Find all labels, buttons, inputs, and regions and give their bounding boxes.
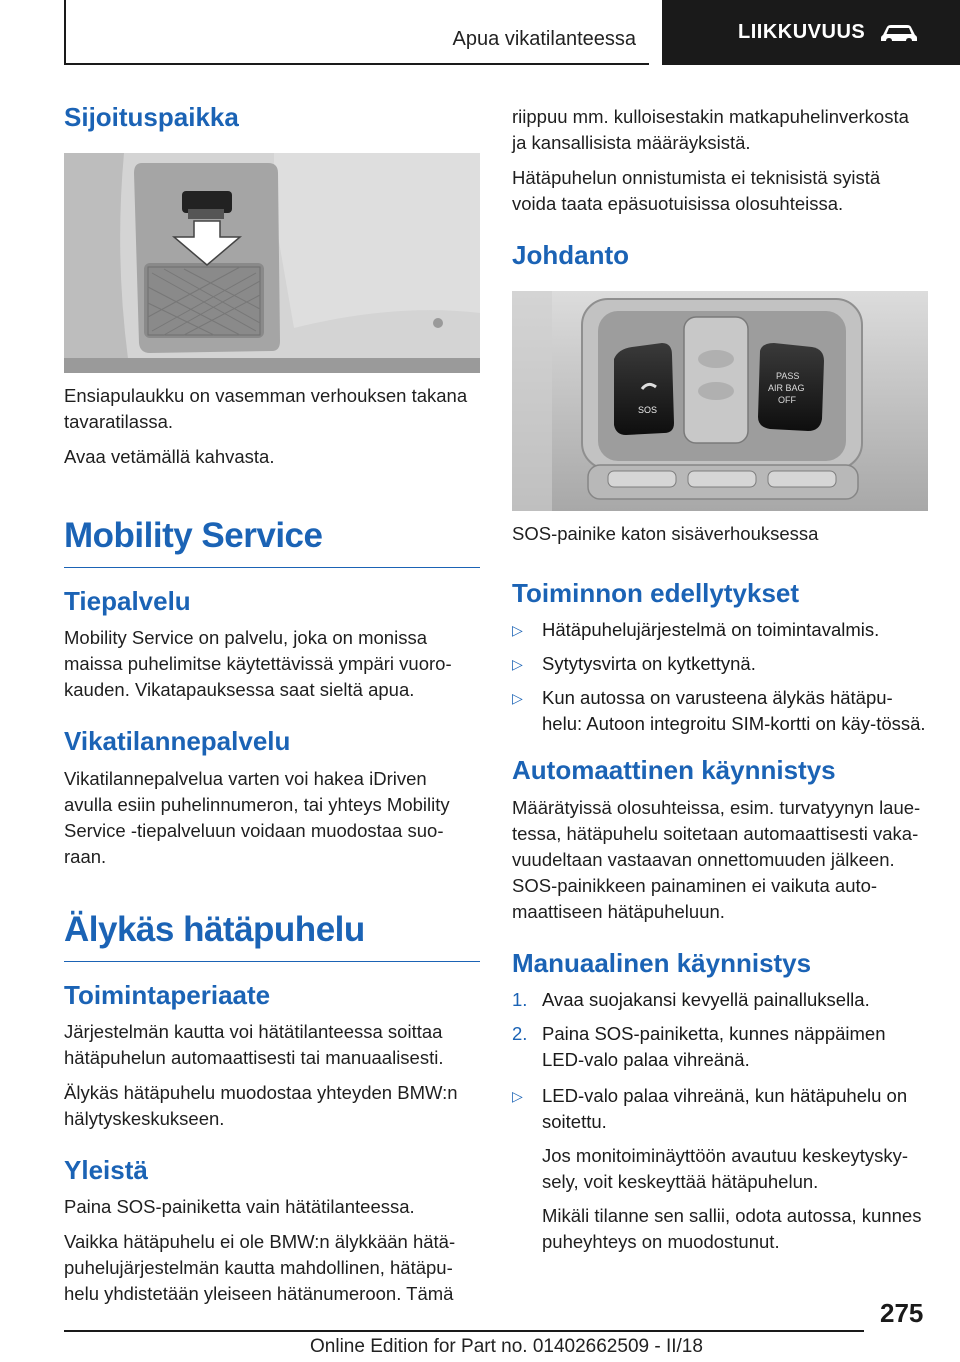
off-label: OFF <box>778 395 796 406</box>
footer-rule <box>64 1330 864 1332</box>
list-item: ▷ LED-valo palaa vihreänä, kun hätäpuhelu on soitettu. <box>512 1084 908 1132</box>
list-item: ▷ Kun autossa on varusteena älykäs hätäpu-helu: Autoon integroitu SIM-kortti on käy-tössä. <box>512 687 926 735</box>
header-section-title: Apua vikatilanteessa <box>452 28 636 50</box>
paragraph-vikatilannepalvelu: Vikatilannepalvelua varten voi hakea iDriven avulla esiin puhelinnumeron, tai yhteys Mobility Service -tiepalveluun voidaan muodostaa suo-raan. <box>64 767 450 867</box>
header-rule-bottom <box>64 63 649 65</box>
triangle-bullet-icon: ▷ <box>512 656 523 673</box>
list-item: 2. Paina SOS-painiketta, kunnes näppäimen LED-valo palaa vihreänä. <box>512 1022 886 1070</box>
header-rule-left <box>64 0 66 64</box>
footer-edition <box>310 1336 703 1358</box>
heading-johdanto: Johdanto <box>512 240 629 270</box>
paragraph-automatic-call: Määrätyissä olosuhteissa, esim. turvatyynyn laue-tessa, hätäpuhelu soitetaan automaattisesti vaka-vuudeltaan vastaavan onnettomuuden jälkeen. SOS-painikkeen painaminen ei vaikuta auto-maattiseen hätäpuheluun. <box>512 796 921 922</box>
list-item: 1. Avaa suojakansi kevyellä painalluksella. <box>512 988 870 1010</box>
paragraph-sos-only-emergency: Paina SOS-painiketta vain hätätilanteessa. <box>64 1195 415 1217</box>
paragraph-pull-handle: Avaa vetämällä kahvasta. <box>64 446 275 468</box>
heading-automaattinen-kaynnistys: Automaattinen käynnistys <box>512 755 836 786</box>
right-column <box>512 96 928 1263</box>
list-item: ▷ Hätäpuhelujärjestelmä on toimintavalmis. <box>512 617 928 643</box>
triangle-bullet-icon: ▷ <box>512 1087 523 1104</box>
triangle-bullet-icon: ▷ <box>512 690 523 707</box>
airbag-label: AIR BAG <box>768 383 805 394</box>
heading-vikatilannepalvelu: Vikatilannepalvelu <box>64 726 291 757</box>
header-chapter-tab[interactable] <box>662 0 960 65</box>
heading-alykas-hatapuhelu: Älykäs hätäpuhelu <box>64 909 480 962</box>
heading-toimintaperiaate: Toimintaperiaate <box>64 979 271 1010</box>
paragraph-toimintaperiaate: Järjestelmän kautta voi hätätilanteessa soittaa hätäpuhelun automaattisesti tai manuaalisesti. <box>64 1020 444 1068</box>
heading-toiminnon-edellytykset: Toiminnon edellytykset <box>512 578 800 609</box>
requirements-list <box>512 617 928 737</box>
left-column <box>64 96 480 1316</box>
paragraph-bmw-alarm-center: Älykäs hätäpuhelu muodostaa yhteyden BMW:n hälytyskeskukseen. <box>64 1081 458 1129</box>
heading-mobility-service: Mobility Service <box>64 515 480 568</box>
pass-label: PASS <box>776 371 800 382</box>
paragraph-cancel-call: Jos monitoiminäyttöön avautuu keskeytysky-sely, voit keskeyttää hätäpuhelun. <box>542 1144 909 1192</box>
heading-tiepalvelu: Tiepalvelu <box>64 586 191 617</box>
paragraph-kit-location: Ensiapulaukku on vasemman verhouksen takana tavaratilassa. <box>64 385 468 433</box>
caption-sos-button: SOS-painike katon sisäverhouksessa <box>512 523 819 545</box>
page-number: 275 <box>880 1298 924 1328</box>
heading-yleista: Yleistä <box>64 1154 148 1185</box>
first-aid-kit-location-illustration <box>64 153 480 373</box>
list-item: ▷ Sytytysvirta on kytkettynä. <box>512 651 928 677</box>
paragraph-public-emergency-number: Vaikka hätäpuhelu ei ole BMW:n älykkään hätä-puhelujärjestelmän kautta mahdollinen, hätäpu-helu yhdistetään yleiseen hätänumeroon. Tämä <box>64 1230 456 1304</box>
heading-manuaalinen-kaynnistys: Manuaalinen käynnistys <box>512 947 812 978</box>
manual-steps-list <box>512 987 928 1073</box>
sos-button-illustration <box>512 291 928 511</box>
sos-label: SOS <box>638 405 658 416</box>
chapter-label: LIIKKUVUUS <box>738 21 866 43</box>
paragraph-wait-in-car: Mikäli tilanne sen sallii, odota autossa, kunnes puheyhteys on muodostunut. <box>542 1204 922 1252</box>
triangle-bullet-icon: ▷ <box>512 622 523 639</box>
paragraph-depends-network: riippuu mm. kulloisestakin matkapuhelinverkosta ja kansallisista määräyksistä. <box>512 106 909 153</box>
edition-text: Online Edition for Part no. 01402662509 - II/18 <box>310 1336 703 1357</box>
paragraph-tiepalvelu: Mobility Service on palvelu, joka on monissa maissa puhelimitse käytettävissä ympäri vuoro-kauden. Vikatapauksessa saat sieltä apua. <box>64 627 452 701</box>
car-icon <box>879 21 919 45</box>
paragraph-not-guaranteed: Hätäpuhelun onnistumista ei teknisistä syistä voida taata epäsuotuisissa olosuhteissa. <box>512 167 881 214</box>
heading-sijoituspaikka: Sijoituspaikka <box>64 102 239 132</box>
result-list <box>512 1083 928 1135</box>
